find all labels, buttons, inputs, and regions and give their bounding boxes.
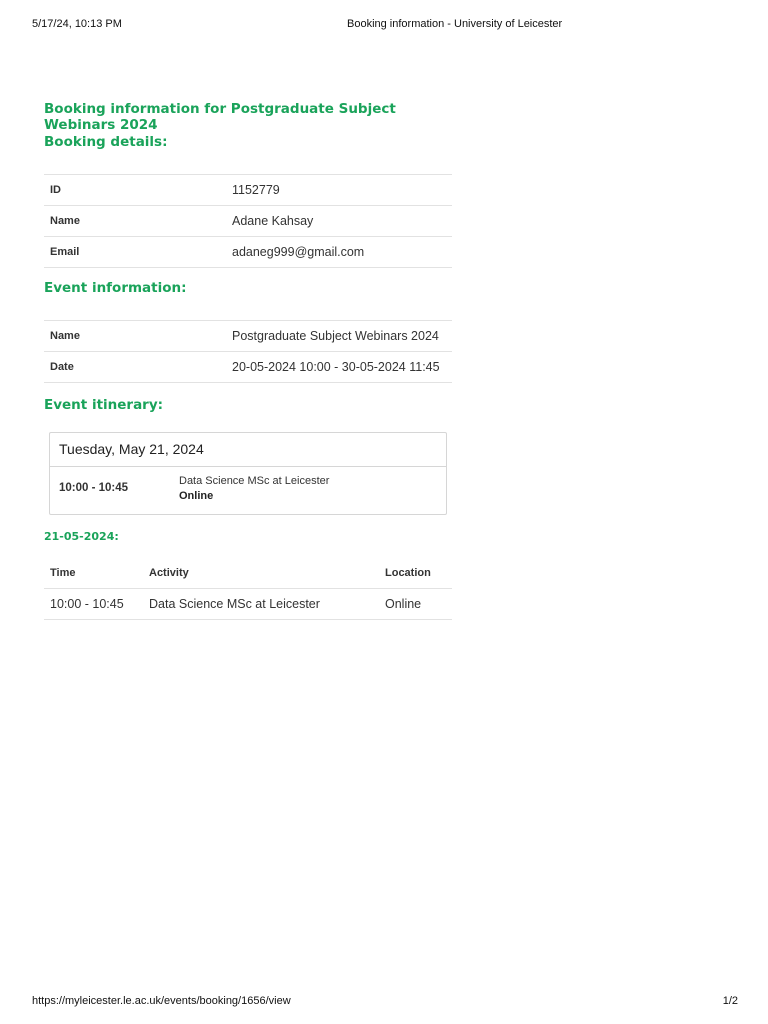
event-date-label: Date (44, 352, 226, 383)
schedule-header-row (44, 558, 452, 589)
booking-email-value: adaneg999@gmail.com (226, 237, 452, 268)
event-itinerary-heading: Event itinerary: (44, 397, 164, 413)
schedule-col-activity: Activity (143, 558, 379, 589)
table-row (44, 589, 452, 620)
itinerary-item-time: 10:00 - 10:45 (59, 482, 129, 494)
booking-name-label: Name (44, 206, 226, 237)
booking-details-heading: Booking details: (44, 134, 168, 150)
booking-name-value: Adane Kahsay (226, 206, 452, 237)
booking-details-table (44, 174, 452, 268)
event-name-value: Postgraduate Subject Webinars 2024 (226, 321, 452, 352)
itinerary-day-title: Tuesday, May 21, 2024 (50, 433, 446, 467)
itinerary-item-location: Online (179, 490, 214, 502)
event-date-value: 20-05-2024 10:00 - 30-05-2024 11:45 (226, 352, 452, 383)
event-information-table (44, 320, 452, 383)
schedule-row-time: 10:00 - 10:45 (44, 589, 143, 620)
schedule-col-time: Time (44, 558, 143, 589)
booking-name-row (44, 206, 452, 237)
itinerary-card (49, 432, 447, 515)
booking-id-label: ID (44, 175, 226, 206)
itinerary-item (50, 467, 446, 514)
schedule-row-activity: Data Science MSc at Leicester (143, 589, 379, 620)
itinerary-item-activity: Data Science MSc at Leicester (179, 475, 330, 487)
event-date-row (44, 352, 452, 383)
booking-id-row (44, 175, 452, 206)
print-url: https://myleicester.le.ac.uk/events/booking/1656/view (32, 995, 291, 1007)
print-page-number: 1/2 (722, 995, 738, 1007)
schedule-table (44, 558, 452, 620)
event-name-label: Name (44, 321, 226, 352)
booking-email-row (44, 237, 452, 268)
print-page-title: Booking information - University of Leicester (347, 18, 563, 30)
event-name-row (44, 321, 452, 352)
print-header (0, 0, 768, 40)
schedule-col-location: Location (379, 558, 452, 589)
print-footer (0, 992, 768, 1012)
page-title: Booking information for Postgraduate Subject Webinars 2024 (44, 101, 396, 133)
print-timestamp: 5/17/24, 10:13 PM (32, 18, 122, 30)
booking-id-value: 1152779 (226, 175, 452, 206)
event-information-heading: Event information: (44, 280, 187, 296)
schedule-date-heading: 21-05-2024: (44, 530, 119, 543)
schedule-row-location: Online (379, 589, 452, 620)
booking-email-label: Email (44, 237, 226, 268)
